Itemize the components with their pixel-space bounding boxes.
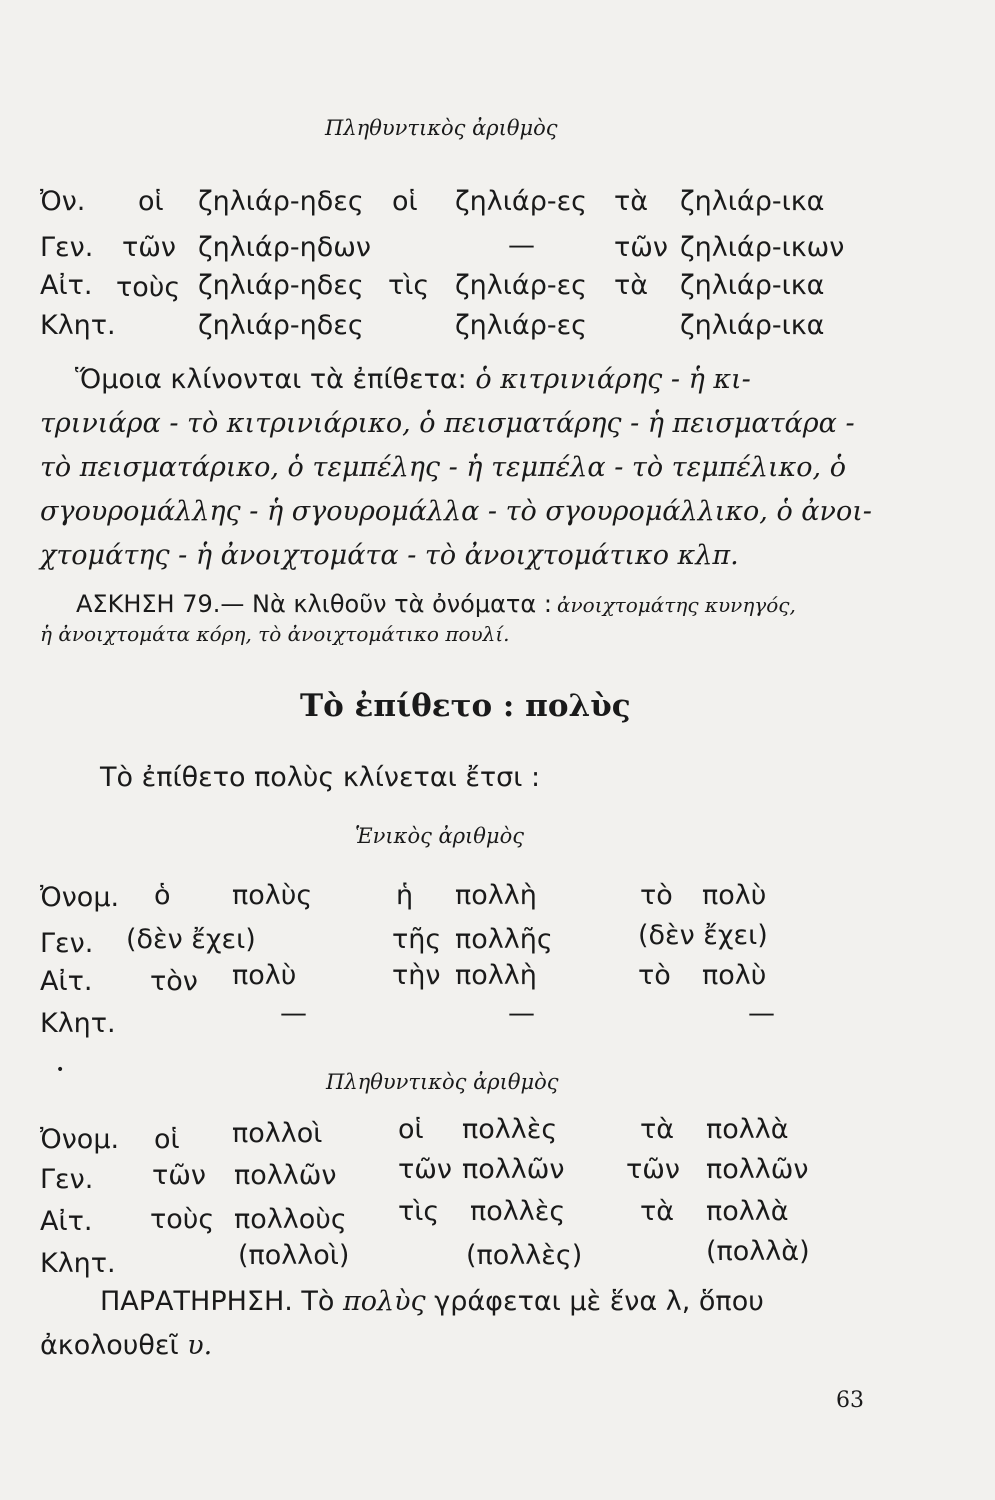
paragraph-line: σγουρομάλλης - ἡ σγουρομάλλα - τὸ σγουρομάλλικο, ὁ ἀνοι- [40,496,872,527]
word-form: πολλοὶ [232,1118,323,1149]
article: τὴν [392,960,441,991]
singular-heading: Ἑνικὸς ἀριθμὸς [355,824,524,848]
exercise-label: ΑΣΚΗΣΗ 79.— Νὰ κλιθοῦν τὰ ὀνόματα : [76,590,552,618]
case-label: Ὀνομ. [40,1124,120,1155]
word-form: πολλὴ [455,960,537,991]
exercise-line [76,590,796,618]
article: τὸ [640,880,673,911]
case-label: Αἰτ. [40,1206,93,1237]
article: ὁ [154,880,171,911]
word-form: πολλῶν [462,1154,565,1185]
article: οἱ [392,186,418,217]
dash: — [508,230,535,261]
word-form: πολλοὺς [234,1204,347,1235]
article: τῶν [614,232,668,263]
case-label: Αἰτ. [40,270,93,301]
word-form: ζηλιάρ-ηδες [198,186,364,217]
article: τῶν [152,1160,206,1191]
word-form: πολλῆς [455,924,553,955]
word-form: πολλὲς [462,1114,558,1145]
article: τοὺς [150,1204,215,1235]
case-label: Κλητ. [40,1008,116,1039]
case-label: Ὀνομ. [40,882,120,913]
word-form: ζηλιάρ-ηδες [198,310,364,341]
word-form: πολὺς [232,880,313,911]
article: τὶς [388,270,430,301]
word-form: ζηλιάρ-ηδες [198,270,364,301]
paragraph-line: χτομάτης - ἡ ἀνοιχτομάτα - τὸ ἀνοιχτομάτικο κλπ. [40,540,739,571]
case-label: Γεν. [40,232,94,263]
word-form: ζηλιάρ-ες [455,186,588,217]
word-form: πολλῶν [706,1154,809,1185]
article: τὶς [398,1196,440,1227]
article: τὸ [638,960,671,991]
note-line: ἀκολουθεῖ υ. [40,1330,213,1361]
case-label: Ὀν. [40,186,86,217]
article: τὰ [614,270,649,301]
exercise-items: ἀνοιχτομάτης κυνηγός, [557,593,796,617]
page-number: 63 [836,1388,864,1413]
article: τὰ [640,1114,675,1145]
plural-heading-2: Πληθυντικὸς ἀριθμὸς [326,1070,559,1094]
word-form: (πολλοὶ) [238,1240,350,1271]
word-form: ζηλιάρ-ες [455,270,588,301]
word-form: πολὺ [702,960,767,991]
article: τοὺς [116,272,181,303]
dash: — [508,998,535,1029]
case-label: Αἰτ. [40,966,93,997]
case-label: Κλητ. [40,310,116,341]
case-label: Γεν. [40,928,94,959]
word-form: πολὺ [232,960,297,991]
article: τῆς [392,924,442,955]
article: οἱ [154,1124,180,1155]
intro-line: Τὸ ἐπίθετο πολὺς κλίνεται ἔτσι : [100,762,541,793]
word-form: ζηλιάρ-ικων [680,232,845,263]
word-form: ζηλιάρ-ικα [680,186,825,217]
word-form: πολὺ [702,880,767,911]
paragraph-line: Ὅμοια κλίνονται τὰ ἐπίθετα: ὁ κιτρινιάρης - ἡ κι- [75,364,751,395]
article: οἱ [138,186,164,217]
note-line: ΠΑΡΑΤΗΡΗΣΗ. Τὸ πολὺς γράφεται μὲ ἕνα λ, ὅπου [100,1286,764,1317]
word-form: πολλὰ [706,1196,789,1227]
word-form: ζηλιάρ-ηδων [198,232,371,263]
case-label: Γεν. [40,1164,94,1195]
article: οἱ [398,1114,424,1145]
word-form: πολλὰ [706,1114,789,1145]
word-form: ζηλιάρ-ικα [680,310,825,341]
word-form: ζηλιάρ-ικα [680,270,825,301]
section-title: Τὸ ἐπίθετο : πολὺς [300,688,631,724]
no-form: (δὲν ἔχει) [126,924,256,955]
paragraph-line: τὸ πεισματάρικο, ὁ τεμπέλης - ἡ τεμπέλα - τὸ τεμπέλικο, ὁ [40,452,846,483]
bullet-mark: • [56,1062,65,1078]
plural-heading-1: Πληθυντικὸς ἀριθμὸς [325,116,558,140]
article: τὸν [150,966,198,997]
word-form: ζηλιάρ-ες [455,310,588,341]
exercise-line: ἡ ἀνοιχτομάτα κόρη, τὸ ἀνοιχτομάτικο πουλί. [40,622,510,646]
word-form: (πολλὰ) [706,1236,810,1267]
dash: — [748,998,775,1029]
case-label: Κλητ. [40,1248,116,1279]
word-form: πολλὲς [470,1196,566,1227]
word-form: πολλῶν [234,1160,337,1191]
article: τὰ [614,186,649,217]
article: τὰ [640,1196,675,1227]
article: ἡ [396,880,414,911]
article: τῶν [398,1154,452,1185]
dash: — [280,998,307,1029]
word-form: (πολλὲς) [466,1240,583,1271]
paragraph-line: τρινιάρα - τὸ κιτρινιάρικο, ὁ πεισματάρης - ἡ πεισματάρα - [40,408,855,439]
article: τῶν [626,1154,680,1185]
article: τῶν [122,232,176,263]
no-form: (δὲν ἔχει) [638,920,768,951]
word-form: πολλὴ [455,880,537,911]
